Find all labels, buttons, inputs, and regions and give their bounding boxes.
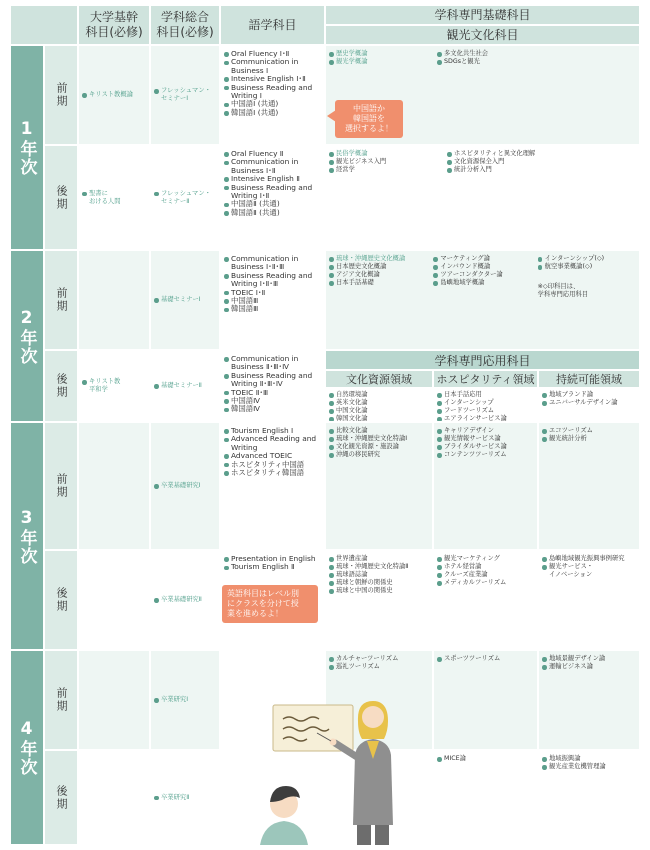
course-item: 日本手話基礎: [329, 279, 427, 287]
hospitality-cell: [433, 388, 538, 422]
culture-cell: [325, 388, 433, 422]
course-item: Communication in Business Ⅱ･Ⅲ･Ⅳ: [224, 355, 321, 372]
header-cultural-resources: 文化資源領域: [325, 370, 433, 388]
header-hospitality: ホスピタリティ領域: [433, 370, 538, 388]
hospitality-cell: [433, 750, 538, 845]
univ-basic-cell: [78, 550, 150, 650]
course-item: 自然環境論: [329, 391, 429, 399]
course-item: 卒業研究Ⅰ: [154, 696, 188, 704]
course-item: 経営学: [329, 166, 441, 174]
language-cell: [220, 350, 325, 422]
course-item: 韓国語Ⅲ: [224, 305, 321, 313]
course-item: ホスピタリティと異文化理解: [447, 150, 559, 158]
course-item: アジア文化概論: [329, 271, 427, 279]
course-item: 巡礼ツーリズム: [329, 663, 429, 671]
course-item: エコツーリズム: [542, 427, 636, 435]
semester-label: 前期: [44, 45, 78, 145]
univ-general-cell: [150, 750, 220, 845]
univ-basic-cell: [78, 250, 150, 350]
course-item: SDGsと観光: [437, 58, 539, 66]
univ-basic-cell: [78, 650, 150, 750]
sustainable-cell: [538, 422, 640, 550]
univ-basic-cell: [78, 145, 150, 250]
univ-basic-cell: [78, 45, 150, 145]
course-item: 世界遺産論: [329, 555, 429, 563]
course-item: 観光サービス・ イノベーション: [542, 563, 636, 579]
course-item: Presentation in English: [224, 555, 321, 563]
course-item: 観光統計分析: [542, 435, 636, 443]
student-illustration: [254, 780, 314, 845]
culture-cell: [325, 422, 433, 550]
course-item: 地域振興論: [542, 755, 636, 763]
choose-language-bubble: 中国語か 韓国語を 選択するよ！: [335, 100, 403, 138]
course-item: Intensive English Ⅱ: [224, 175, 321, 183]
course-item: 聖書に おける人間: [82, 190, 120, 206]
culture-cell: [325, 550, 433, 650]
course-item: 文化観光資源・施設論: [329, 443, 429, 451]
course-item: 観光ビジネス入門: [329, 158, 441, 166]
course-item: 中国語Ⅱ (共通): [224, 200, 321, 208]
univ-basic-cell: [78, 350, 150, 422]
course-item: 歴史学概論: [329, 50, 431, 58]
semester-label: 後期: [44, 550, 78, 650]
course-item: TOEIC Ⅱ･Ⅲ: [224, 389, 321, 397]
course-item: キャリアデザイン: [437, 427, 534, 435]
sustainable-cell: [538, 650, 640, 750]
course-item: 基礎セミナーⅡ: [154, 382, 202, 390]
course-item: フードツーリズム: [437, 407, 534, 415]
tourism-cell: [325, 145, 640, 250]
course-item: 地域ブランド論: [542, 391, 636, 399]
level-classes-bubble: 英語科目はレベル別 にクラスを分けて授 業を進めるよ！: [222, 585, 318, 623]
univ-general-cell: [150, 145, 220, 250]
univ-general-cell: [150, 250, 220, 350]
year-label-2: 2年次: [10, 250, 44, 422]
course-item: キリスト教概論: [82, 91, 133, 99]
course-item: 卒業基礎研究Ⅰ: [154, 482, 201, 490]
semester-label: 後期: [44, 350, 78, 422]
course-item: 日本手話応用: [437, 391, 534, 399]
semester-label: 前期: [44, 250, 78, 350]
hospitality-cell: [433, 650, 538, 750]
univ-general-cell: [150, 422, 220, 550]
tourism-cell: [325, 250, 640, 350]
course-item: スポーツツーリズム: [437, 655, 534, 663]
course-item: 観光産業危機管理論: [542, 763, 636, 771]
course-item: Business Reading and Writing Ⅰ･Ⅱ: [224, 184, 321, 201]
course-item: 琉球・沖縄歴史文化特論Ⅱ: [329, 563, 429, 571]
course-item: コンテンツツーリズム: [437, 451, 534, 459]
sustainable-cell: [538, 750, 640, 845]
semester-label: 後期: [44, 750, 78, 845]
course-item: インバウンド概論: [433, 263, 531, 271]
course-item: Tourism English Ⅰ: [224, 427, 321, 435]
course-item: フレッシュマン・ セミナーⅡ: [154, 190, 211, 206]
course-item: クルーズ産業論: [437, 571, 534, 579]
hospitality-cell: [433, 422, 538, 550]
course-item: Advanced TOEIC: [224, 452, 321, 460]
course-item: Communication in Business Ⅰ･Ⅱ･Ⅲ: [224, 255, 321, 272]
course-item: 地域景観デザイン論: [542, 655, 636, 663]
course-item: 韓国文化論: [329, 415, 429, 422]
year-label-3: 3年次: [10, 422, 44, 650]
course-item: ホスピタリティ中国語: [224, 461, 321, 469]
course-item: 多文化共生社会: [437, 50, 539, 58]
course-item: Oral Fluency Ⅱ: [224, 150, 321, 158]
course-item: Communication in Business Ⅰ: [224, 58, 321, 75]
course-item: 英米文化論: [329, 399, 429, 407]
course-item: 統計分析入門: [447, 166, 559, 174]
course-item: 中国語Ⅰ (共通): [224, 100, 321, 108]
univ-basic-cell: [78, 750, 150, 845]
course-item: Tourism English Ⅱ: [224, 563, 321, 571]
course-item: 韓国語Ⅳ: [224, 405, 321, 413]
course-item: 航空事業概論(◇): [538, 263, 636, 271]
course-item: 比較文化論: [329, 427, 429, 435]
hospitality-cell: [433, 550, 538, 650]
course-item: 運輸ビジネス論: [542, 663, 636, 671]
applied-note: ※◇印科目は、 学科専門応用科目: [537, 283, 589, 298]
course-item: 卒業研究Ⅱ: [154, 794, 189, 802]
language-cell: [220, 145, 325, 250]
course-item: 沖縄の移民研究: [329, 451, 429, 459]
course-item: MICE論: [437, 755, 534, 763]
course-item: Business Reading and Writing Ⅰ: [224, 84, 321, 101]
semester-label: 前期: [44, 650, 78, 750]
header-language: 語学科目: [220, 5, 325, 45]
header-univ-basic: 大学基幹 科目(必修): [78, 5, 150, 45]
course-item: 観光学概論: [329, 58, 431, 66]
course-item: 中国語Ⅲ: [224, 297, 321, 305]
course-item: 文化資源保全入門: [447, 158, 559, 166]
course-item: TOEIC Ⅰ･Ⅱ: [224, 289, 321, 297]
course-item: Communication in Business Ⅰ･Ⅱ: [224, 158, 321, 175]
univ-basic-cell: [78, 422, 150, 550]
course-item: フレッシュマン・ セミナーⅠ: [154, 87, 211, 103]
course-item: 琉球語誌論: [329, 571, 429, 579]
header-univ-general: 学科総合 科目(必修): [150, 5, 220, 45]
course-item: カルチャーツーリズム: [329, 655, 429, 663]
sustainable-cell: [538, 550, 640, 650]
course-item: 島嶼地域観光振興事例研究: [542, 555, 636, 563]
language-cell: [220, 250, 325, 350]
year-label-4: 4年次: [10, 650, 44, 845]
course-item: マーケティング論: [433, 255, 531, 263]
course-item: エアラインサービス論: [437, 415, 534, 422]
course-item: インターンシップ: [437, 399, 534, 407]
univ-general-cell: [150, 45, 220, 145]
univ-general-cell: [150, 350, 220, 422]
course-item: Oral Fluency Ⅰ･Ⅱ: [224, 50, 321, 58]
course-item: 琉球と朝鮮の関係史: [329, 579, 429, 587]
course-item: Business Reading and Writing Ⅱ･Ⅲ･Ⅳ: [224, 372, 321, 389]
course-item: 琉球・沖縄歴史文化概論: [329, 255, 427, 263]
course-item: キリスト教 平和学: [82, 378, 120, 394]
course-item: ツアーコンダクター論: [433, 271, 531, 279]
course-item: 韓国語Ⅰ (共通): [224, 109, 321, 117]
course-item: ユニバーサルデザイン論: [542, 399, 636, 407]
course-item: 中国文化論: [329, 407, 429, 415]
language-cell: [220, 45, 325, 145]
course-item: 観光情報サービス論: [437, 435, 534, 443]
header-blank: [10, 5, 78, 45]
course-item: 卒業基礎研究Ⅱ: [154, 596, 202, 604]
course-item: 基礎セミナーⅠ: [154, 296, 201, 304]
course-item: 琉球・沖縄歴史文化特論Ⅰ: [329, 435, 429, 443]
course-item: インターンシップ(◇): [538, 255, 636, 263]
course-item: ブライダルサービス論: [437, 443, 534, 451]
language-cell: [220, 422, 325, 550]
curriculum-table: [10, 5, 640, 845]
header-dept-applied: 学科専門応用科目: [325, 350, 640, 370]
course-item: 民俗学概論: [329, 150, 441, 158]
course-item: Advanced Reading and Writing: [224, 435, 321, 452]
sustainable-cell: [538, 388, 640, 422]
course-item: 観光マーケティング: [437, 555, 534, 563]
header-dept-basic: 学科専門基礎科目: [325, 5, 640, 25]
course-item: ホスピタリティ韓国語: [224, 469, 321, 477]
course-item: 韓国語Ⅱ (共通): [224, 209, 321, 217]
header-sustainable: 持続可能領域: [538, 370, 640, 388]
course-item: 島嶼地域学概論: [433, 279, 531, 287]
course-item: Business Reading and Writing Ⅰ･Ⅱ･Ⅲ: [224, 272, 321, 289]
course-item: メディカルツーリズム: [437, 579, 534, 587]
course-item: 琉球と中国の関係史: [329, 587, 429, 595]
semester-label: 後期: [44, 145, 78, 250]
univ-general-cell: [150, 550, 220, 650]
course-item: Intensive English Ⅰ･Ⅱ: [224, 75, 321, 83]
course-item: 日本歴史文化概論: [329, 263, 427, 271]
header-tourism-culture: 観光文化科目: [325, 25, 640, 45]
univ-general-cell: [150, 650, 220, 750]
semester-label: 前期: [44, 422, 78, 550]
year-label-1: 1年次: [10, 45, 44, 250]
course-item: ホテル経営論: [437, 563, 534, 571]
course-item: 中国語Ⅳ: [224, 397, 321, 405]
